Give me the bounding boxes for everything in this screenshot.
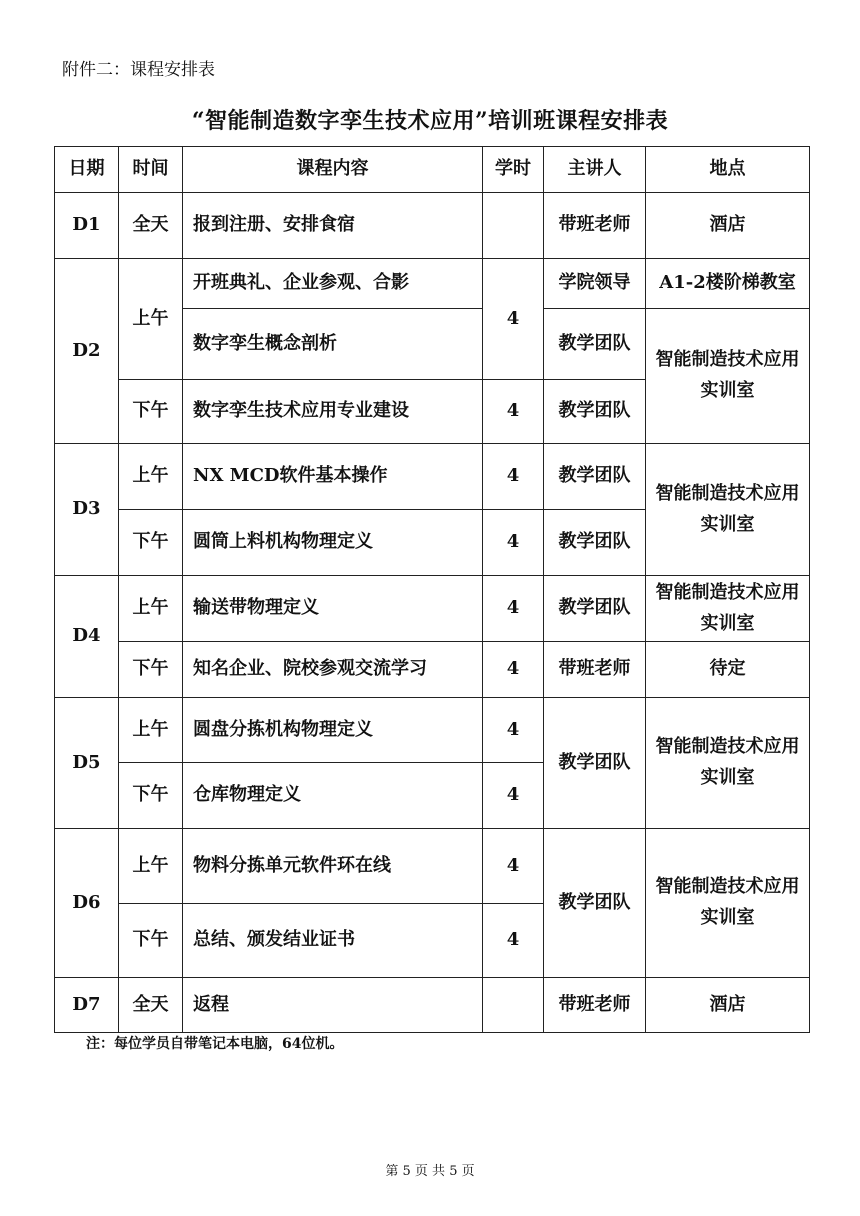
content-cell: 总结、颁发结业证书 [183,904,483,978]
time-cell: 下午 [119,510,183,576]
hours-cell: 4 [483,510,544,576]
hours-cell: 4 [483,444,544,510]
time-cell: 下午 [119,642,183,698]
content-cell: 圆筒上料机构物理定义 [183,510,483,576]
content-cell: 物料分拣单元软件环在线 [183,829,483,904]
table-row [55,444,810,510]
page-footer: 第 5 页 共 5 页 [385,1164,475,1179]
lecturer-cell: 教学团队 [544,309,646,380]
location-cell: 酒店 [646,978,810,1033]
table-row [55,576,810,642]
hours-cell: 4 [483,829,544,904]
table-row [55,698,810,763]
time-cell: 上午 [119,576,183,642]
hours-cell: 4 [483,576,544,642]
lecturer-cell: 学院领导 [544,259,646,309]
time-cell: 上午 [119,444,183,510]
day-cell: D1 [55,193,119,259]
time-cell: 下午 [119,380,183,444]
time-cell: 下午 [119,904,183,978]
lecturer-cell: 教学团队 [544,698,646,829]
hours-cell [483,193,544,259]
lecturer-cell: 教学团队 [544,444,646,510]
location-cell: 智能制造技术应用实训室 [646,309,810,444]
content-cell: 报到注册、安排食宿 [183,193,483,259]
attachment-label: 附件二：课程安排表 [62,60,215,80]
header-date: 日期 [55,147,119,193]
time-cell: 上午 [119,698,183,763]
header-location: 地点 [646,147,810,193]
content-cell: NX MCD软件基本操作 [183,444,483,510]
schedule-table [54,146,810,1033]
location-cell: 智能制造技术应用实训室 [646,576,810,642]
content-cell: 圆盘分拣机构物理定义 [183,698,483,763]
note-text: 注：每位学员自带笔记本电脑，64位机。 [86,1036,344,1052]
table-row [55,193,810,259]
lecturer-cell: 带班老师 [544,642,646,698]
location-cell: A1-2楼阶梯教室 [646,259,810,309]
time-cell: 上午 [119,259,183,380]
lecturer-cell: 带班老师 [544,193,646,259]
location-cell: 酒店 [646,193,810,259]
header-content: 课程内容 [183,147,483,193]
lecturer-cell: 教学团队 [544,576,646,642]
time-cell: 下午 [119,763,183,829]
table-header-row [55,147,810,193]
table-row [55,259,810,309]
location-cell: 智能制造技术应用实训室 [646,444,810,576]
hours-cell: 4 [483,904,544,978]
time-cell: 全天 [119,193,183,259]
content-cell: 仓库物理定义 [183,763,483,829]
lecturer-cell: 教学团队 [544,510,646,576]
table-row [55,978,810,1033]
content-cell: 返程 [183,978,483,1033]
location-cell: 待定 [646,642,810,698]
time-cell: 上午 [119,829,183,904]
content-cell: 输送带物理定义 [183,576,483,642]
location-cell: 智能制造技术应用实训室 [646,829,810,978]
content-cell: 开班典礼、企业参观、合影 [183,259,483,309]
table-row [55,829,810,904]
header-time: 时间 [119,147,183,193]
hours-cell: 4 [483,259,544,380]
content-cell: 知名企业、院校参观交流学习 [183,642,483,698]
day-cell: D5 [55,698,119,829]
lecturer-cell: 教学团队 [544,380,646,444]
page-title: “智能制造数字孪生技术应用”培训班课程安排表 [191,108,669,134]
hours-cell: 4 [483,380,544,444]
location-cell: 智能制造技术应用实训室 [646,698,810,829]
hours-cell: 4 [483,763,544,829]
hours-cell: 4 [483,642,544,698]
day-cell: D4 [55,576,119,698]
day-cell: D2 [55,259,119,444]
header-lecturer: 主讲人 [544,147,646,193]
table-row [55,642,810,698]
hours-cell: 4 [483,698,544,763]
hours-cell [483,978,544,1033]
day-cell: D7 [55,978,119,1033]
day-cell: D6 [55,829,119,978]
content-cell: 数字孪生技术应用专业建设 [183,380,483,444]
content-cell: 数字孪生概念剖析 [183,309,483,380]
lecturer-cell: 带班老师 [544,978,646,1033]
day-cell: D3 [55,444,119,576]
header-hours: 学时 [483,147,544,193]
lecturer-cell: 教学团队 [544,829,646,978]
time-cell: 全天 [119,978,183,1033]
